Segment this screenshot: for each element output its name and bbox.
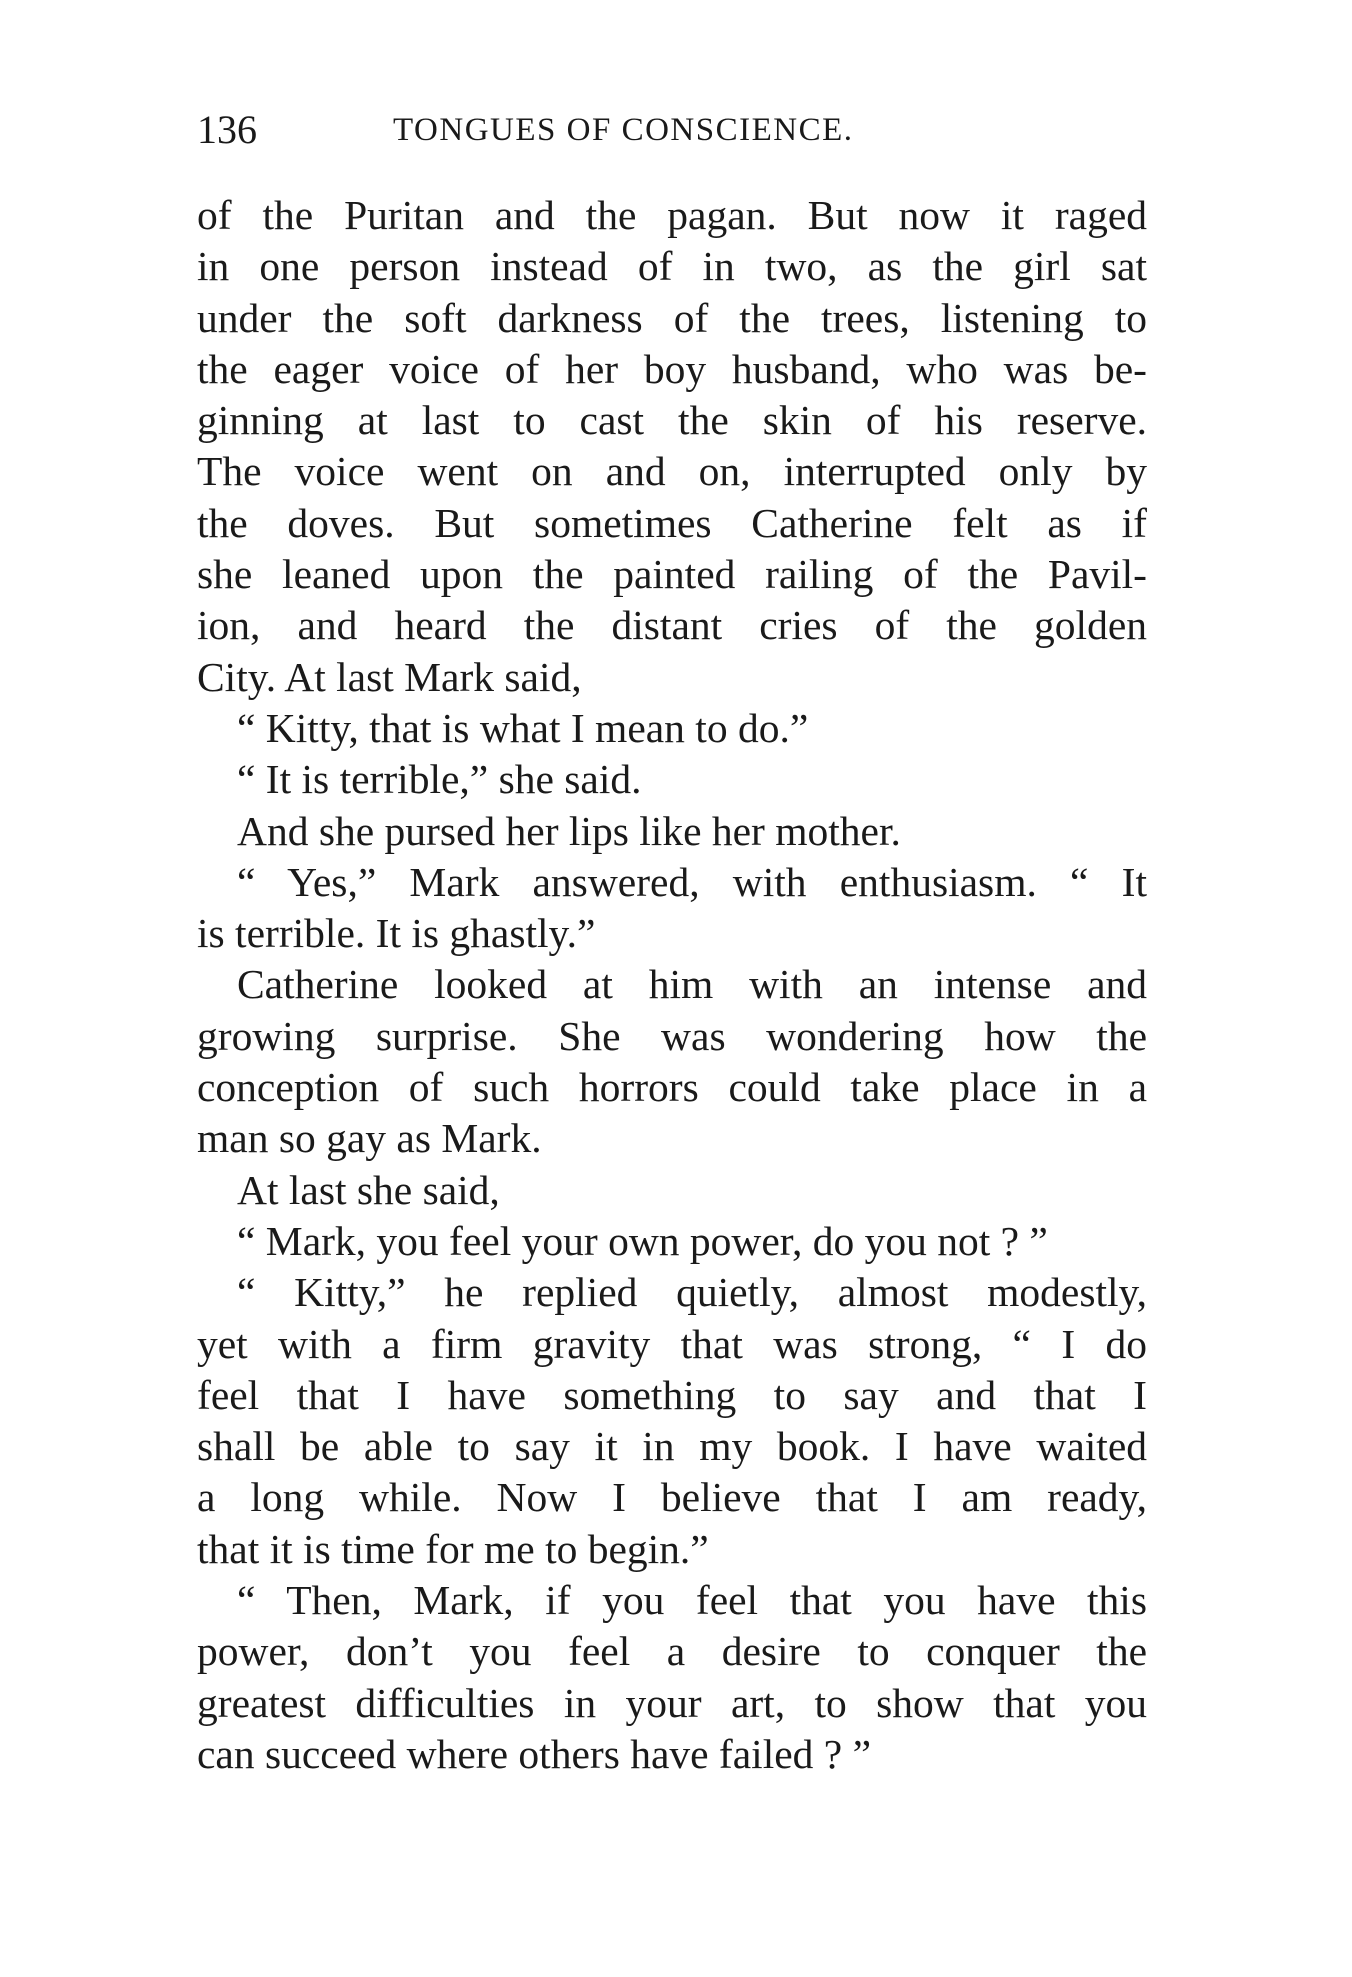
text-line: “ Mark, you feel your own power, do you not ? ”: [237, 1217, 1048, 1264]
text-line: under the soft darkness of the trees, listening to: [197, 294, 1147, 341]
text-line: man so gay as Mark.: [197, 1115, 542, 1162]
text-line: conception of such horrors could take place in a: [197, 1064, 1147, 1111]
text-line: “ Yes,” Mark answered, with enthusiasm. “ It: [237, 858, 1147, 905]
text-line: power, don’t you feel a desire to conquer the: [197, 1628, 1147, 1675]
text-line: “ Kitty, that is what I mean to do.”: [237, 704, 809, 751]
text-line: “ It is terrible,” she said.: [237, 756, 642, 803]
text-line: feel that I have something to say and that I: [197, 1371, 1147, 1418]
text-line: And she pursed her lips like her mother.: [237, 807, 901, 854]
text-line: City. At last Mark said,: [197, 653, 582, 700]
text-line: she leaned upon the painted railing of the Pavil-: [197, 551, 1147, 598]
body-text: [197, 190, 1147, 1780]
text-line: “ Then, Mark, if you feel that you have this: [237, 1577, 1147, 1624]
text-line: of the Puritan and the pagan. But now it raged: [197, 192, 1147, 238]
text-line: can succeed where others have failed ? ”: [197, 1730, 871, 1777]
text-line: The voice went on and on, interrupted only by: [197, 448, 1147, 495]
running-title: TONGUES OF CONSCIENCE.: [393, 112, 854, 148]
text-line: shall be able to say it in my book. I have waited: [197, 1423, 1147, 1470]
text-line: in one person instead of in two, as the girl sat: [197, 243, 1147, 290]
text-line: “ Kitty,” he replied quietly, almost modestly,: [237, 1269, 1147, 1316]
text-line: the doves. But sometimes Catherine felt as if: [197, 499, 1147, 546]
text-line: is terrible. It is ghastly.”: [197, 910, 596, 957]
text-line: yet with a firm gravity that was strong, “ I do: [197, 1320, 1147, 1367]
running-head: [197, 105, 1147, 155]
text-line: At last she said,: [237, 1166, 500, 1213]
text-line: greatest difficulties in your art, to show that you: [197, 1679, 1147, 1726]
page-number: 136: [197, 107, 257, 152]
text-line: growing surprise. She was wondering how the: [197, 1012, 1147, 1059]
text-line: a long while. Now I believe that I am ready,: [197, 1474, 1147, 1521]
text-line: ion, and heard the distant cries of the golden: [197, 602, 1147, 649]
text-line: ginning at last to cast the skin of his reserve.: [197, 397, 1147, 444]
text-line: the eager voice of her boy husband, who was be-: [197, 345, 1147, 392]
text-line: Catherine looked at him with an intense and: [237, 961, 1147, 1008]
text-line: that it is time for me to begin.”: [197, 1525, 709, 1572]
